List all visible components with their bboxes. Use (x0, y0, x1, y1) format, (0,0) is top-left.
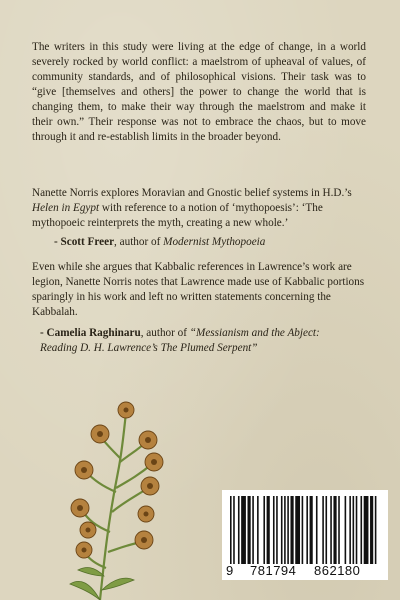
barcode-bar (281, 496, 283, 564)
reviewer-role: , author of (140, 327, 190, 339)
barcode-bar (310, 496, 313, 564)
barcode-bar (349, 496, 351, 564)
barcode-bar (375, 496, 377, 564)
barcode-bar (333, 496, 336, 564)
barcode-bar (325, 496, 327, 564)
barcode-digit-first: 9 (226, 563, 234, 578)
intro-paragraph (32, 40, 366, 145)
barcode-bar (356, 496, 358, 564)
barcode-bar (360, 496, 362, 564)
barcode-bar (248, 496, 251, 564)
intro-text: The writers in this study were living at the edge of change, in a world severely rocked by world conflict: a maelstrom of upheaval of values, of community standards, and of philosophical visions. Their task was to “give [themselves and others] the power to change the world that is changing them, to make their way through the maelstrom and make it their own.” Their response was not to embrace the chaos, but to move through it and re-establish limits in the broader beyond. (32, 41, 366, 143)
barcode-bar (290, 496, 293, 564)
reviewer-book: Modernist Mythopoeia (163, 236, 266, 248)
review-text-part: with reference to a notion of ‘mythopoesis’: ‘The mythopoeic reinterprets the myth, creating a new whole.’ (32, 202, 323, 229)
barcode-bar (353, 496, 355, 564)
barcode-bar (322, 496, 324, 564)
barcode-bar (230, 496, 232, 564)
barcode-bar (267, 496, 270, 564)
barcode-bar (302, 496, 304, 564)
barcode-bar (345, 496, 347, 564)
barcode-bar (284, 496, 286, 564)
review-text-part: Nanette Norris explores Moravian and Gnostic belief systems in H.D.’s (32, 187, 352, 199)
barcode-digits-right: 862180 (314, 563, 361, 578)
barcode-bar (252, 496, 254, 564)
barcode-bar (364, 496, 369, 564)
review-attribution (32, 326, 372, 356)
reviewer-name: - Scott Freer (54, 236, 115, 248)
reviewer-name: - Camelia Raghinaru (40, 327, 141, 339)
barcode-bar (276, 496, 278, 564)
reviewer-book-line2: Reading D. H. Lawrence’s The Plumed Serpent” (40, 342, 258, 354)
review-quote: Even while she argues that Kabbalic references in Lawrence’s work are legion, Nanette Norris notes that Lawrence made use of Kabbalic portions sparingly in his work and left no written statements concerning the Kabbalah. (32, 261, 365, 318)
barcode-bar (316, 496, 318, 564)
botanical-illustration (60, 392, 180, 600)
barcode-bar (330, 496, 332, 564)
barcode-bar (257, 496, 259, 564)
review-book-title: Helen in Egypt (32, 202, 100, 214)
review-quote (32, 186, 372, 231)
reviewer-book-line1: “Messianism and the Abject: (189, 327, 320, 339)
review-scott-freer (32, 186, 372, 250)
reviewer-role: , author of (114, 236, 164, 248)
barcode-bar (238, 496, 240, 564)
barcode-bar (273, 496, 275, 564)
barcode-bar (295, 496, 300, 564)
review-attribution (32, 235, 372, 250)
barcode-bar (263, 496, 265, 564)
isbn-barcode (222, 490, 388, 580)
barcode-bar (370, 496, 373, 564)
barcode-bar (338, 496, 340, 564)
barcode-bar (306, 496, 308, 564)
barcode-bar (241, 496, 246, 564)
review-camelia-raghinaru (32, 260, 372, 356)
barcode-digits (222, 563, 388, 577)
barcode-bar (233, 496, 235, 564)
barcode-bars (228, 496, 380, 564)
barcode-bar (287, 496, 289, 564)
barcode-digits-left: 781794 (250, 563, 297, 578)
